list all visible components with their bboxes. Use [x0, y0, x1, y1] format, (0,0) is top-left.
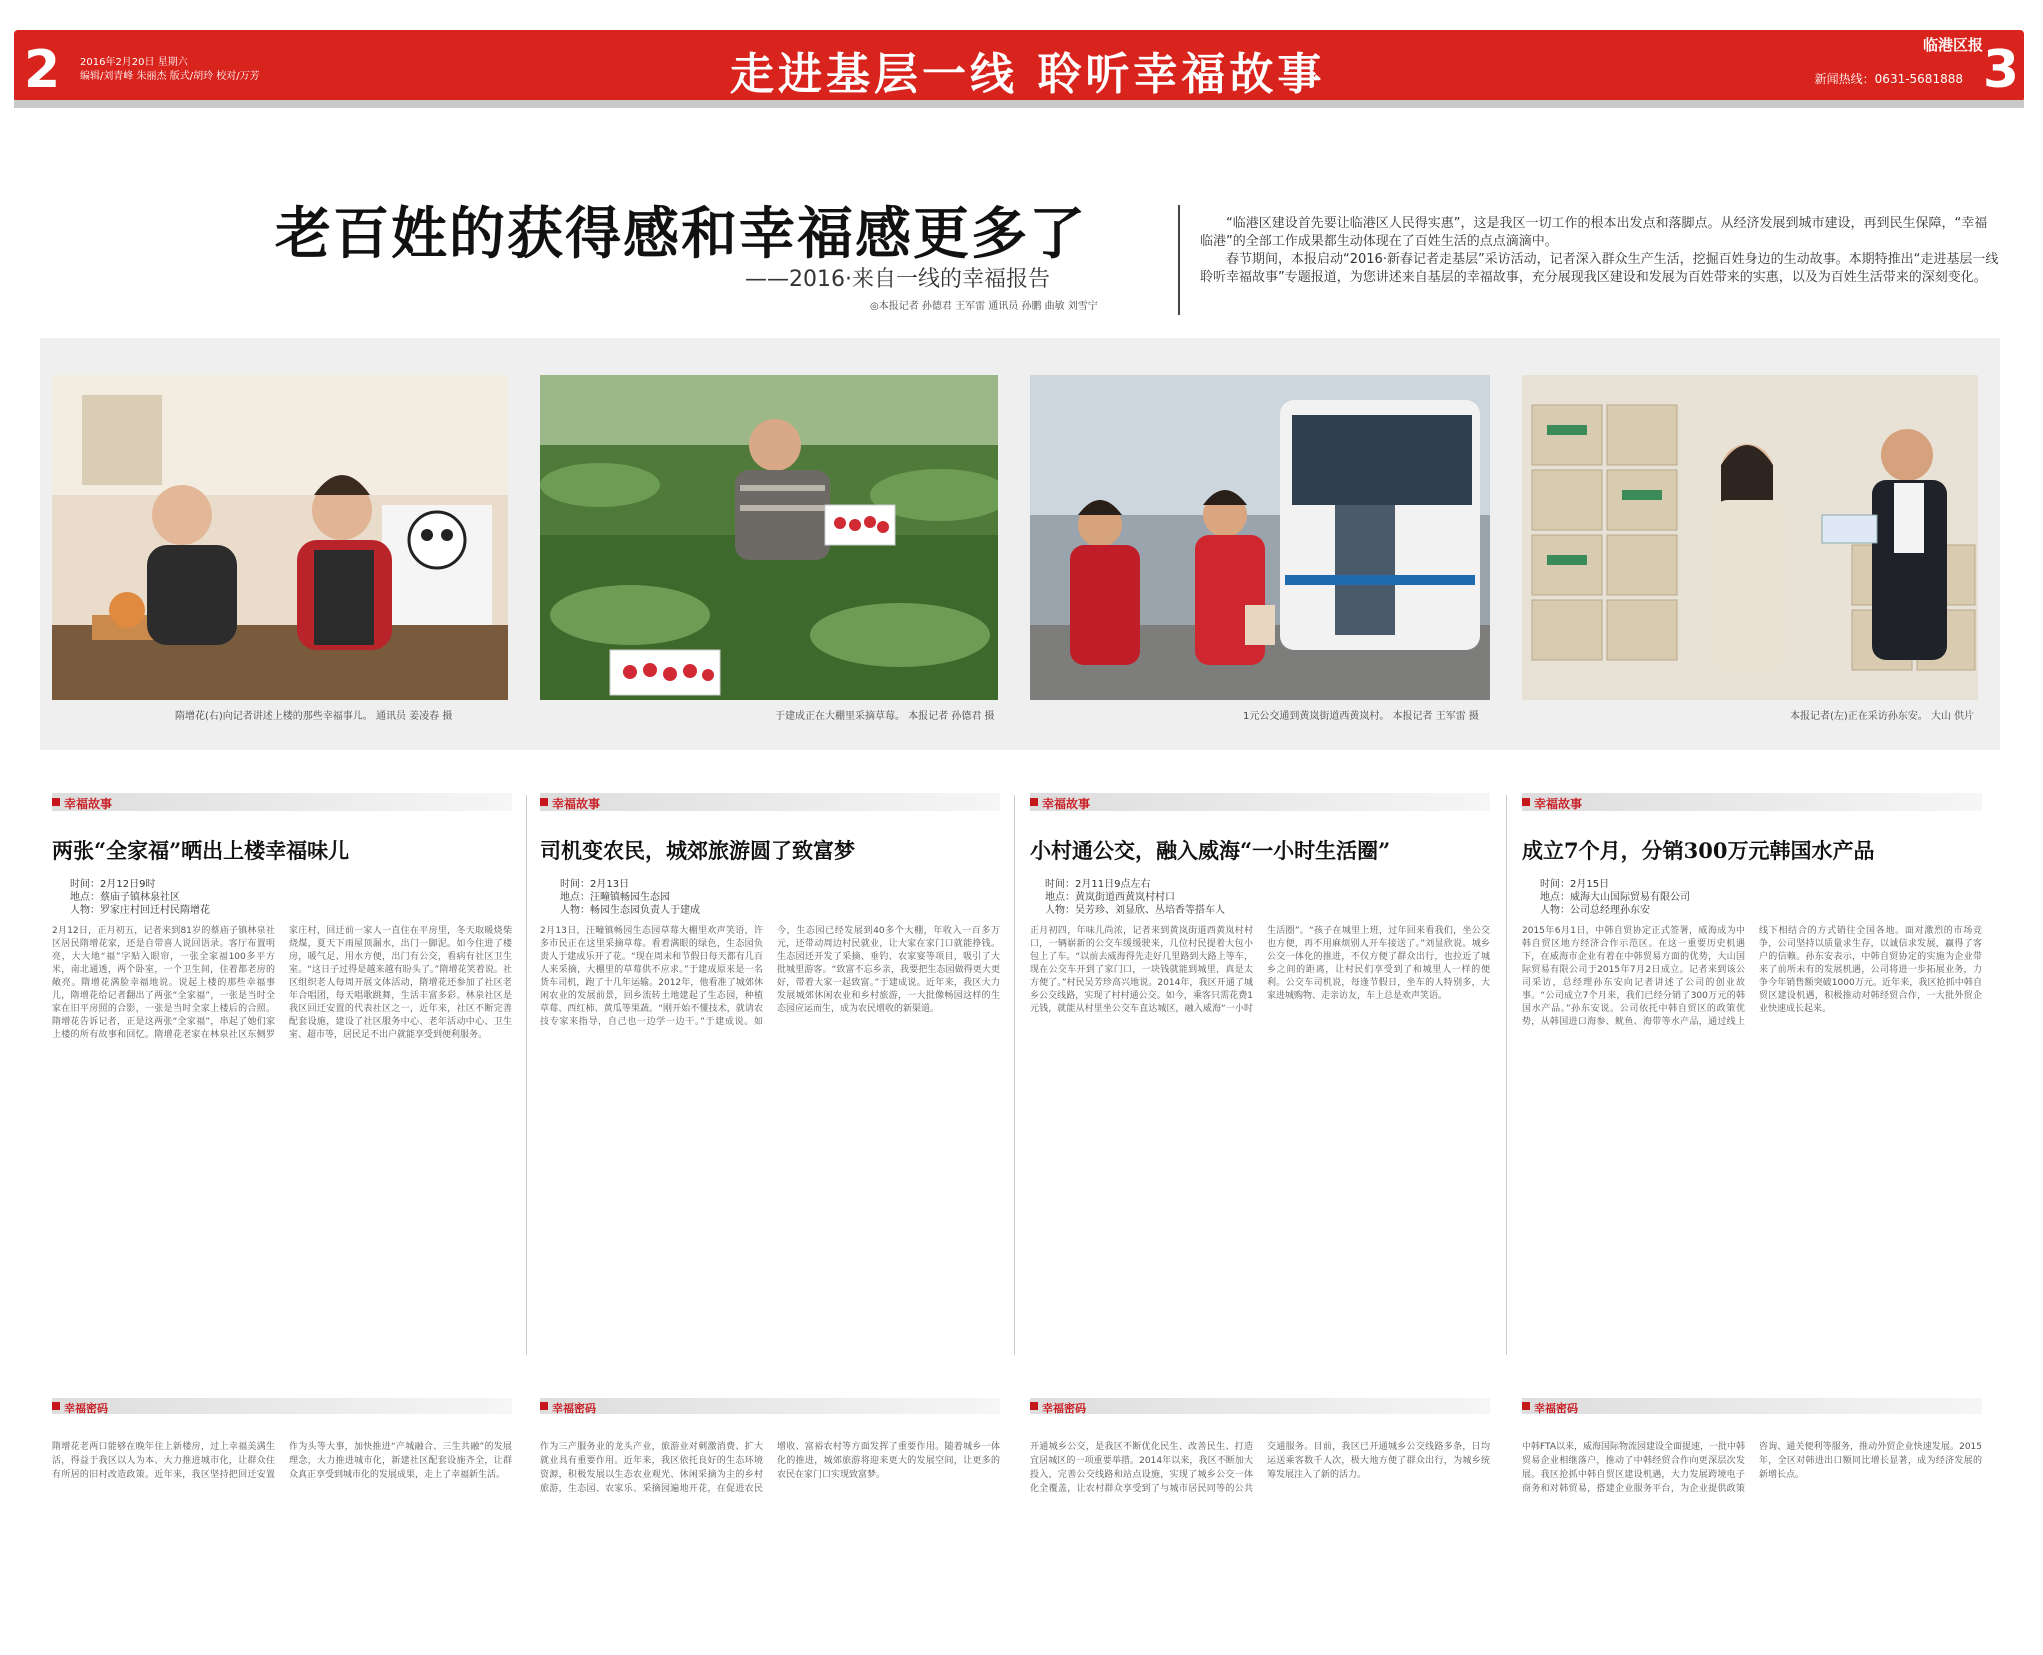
column-divider — [1506, 795, 1507, 1355]
issue-editors: 编辑/刘青峰 朱丽杰 版式/胡玲 校对/万芳 — [80, 71, 260, 82]
story-tag-bar — [52, 793, 512, 811]
secret-body: 作为三产服务业的龙头产业，旅游业对刺激消费、扩大就业具有重要作用。近年来，我区依托良好的生态环境资源，积极发展以生态农业观光、休闲采摘为主的乡村旅游，生态园、农家乐、采摘园遍地开花，在促进农民增收、富裕农村等方面发挥了重要作用。随着城乡一体化的推进，城郊旅游将迎来更大的发展空间，让更多的农民在家门口实现致富梦。 — [540, 1442, 1000, 1494]
story-meta — [1540, 878, 1690, 917]
story-place: 地点：黄岚街道西黄岚村村口 — [1045, 892, 1175, 903]
story-tag-marker — [540, 798, 548, 806]
story-tag-marker — [1522, 798, 1530, 806]
intro-divider — [1178, 205, 1180, 315]
story-tag: 幸福故事 — [552, 797, 601, 811]
story-place: 地点：蔡庙子镇林泉社区 — [70, 892, 180, 903]
story-title: 司机变农民，城郊旅游圆了致富梦 — [540, 838, 855, 863]
secret-tag: 幸福密码 — [552, 1402, 596, 1415]
story-body: 2015年6月1日，中韩自贸协定正式签署，威海成为中韩自贸区地方经济合作示范区。在这一重要历史机遇下，在威海市企业有着在中韩贸易方面的优势，大山国际贸易有限公司于2015年7月2日成立。记者来到该公司采访，总经理孙东安向记者讲述了公司的创业故事。“公司成立7个月来，我们已经分销了300万元的韩国水产品。”孙东安说。公司依托中韩自贸区的政策优势，从韩国进口海参、鱿鱼、海带等水产品，通过线上线下相结合的方式销往全国各地。面对激烈的市场竞争，公司坚持以质量求生存，以诚信求发展，赢得了客户的信赖。孙东安表示，中韩自贸协定的实施为企业带来了前所未有的发展机遇，公司将进一步拓展业务，力争今年销售额突破1000万元。近年来，我区抢抓中韩自贸区建设机遇，积极推动对韩经贸合作，一大批外贸企业快速成长起来。 — [1522, 926, 1982, 1027]
photo-caption-1: 隋增花(右)向记者讲述上楼的那些幸福事儿。 通讯员 姜凌春 摄 — [175, 711, 453, 722]
story-time: 时间：2月12日9时 — [70, 879, 156, 890]
story-time: 时间：2月13日 — [560, 879, 630, 890]
issue-meta — [80, 56, 260, 84]
story-tag: 幸福故事 — [64, 797, 113, 811]
news-hotline: 新闻热线：0631-5681888 — [1814, 72, 1963, 86]
story-people: 人物：吴芳珍、刘显欣、丛培香等搭车人 — [1045, 905, 1225, 916]
secret-body: 开通城乡公交，是我区不断优化民生、改善民生、打造宜居城区的一项重要举措。2014年以来，我区不断加大投入，完善公交线路和站点设施，实现了城乡公交一体化全覆盖，让农村群众享受到了与城市居民同等的公共交通服务。目前，我区已开通城乡公交线路多条，日均运送乘客数千人次，极大地方便了群众出行，为城乡统筹发展注入了新的活力。 — [1030, 1442, 1490, 1494]
story-meta — [70, 878, 210, 917]
column-divider — [526, 795, 527, 1355]
photo-caption-4: 本报记者(左)正在采访孙东安。 大山 供片 — [1790, 711, 1975, 722]
story-time: 时间：2月15日 — [1540, 879, 1610, 890]
story-tag-bar — [1522, 793, 1982, 811]
secret-tag-marker — [540, 1402, 548, 1410]
secret-tag-bar — [1522, 1398, 1982, 1414]
newspaper-logo: 临港区报 — [1922, 36, 1983, 54]
secret-tag-bar — [1030, 1398, 1490, 1414]
secret-tag-bar — [52, 1398, 512, 1414]
photo-caption-2: 于建成正在大棚里采摘草莓。 本报记者 孙德君 摄 — [775, 711, 995, 722]
story-title: 小村通公交，融入威海“一小时生活圈” — [1030, 838, 1391, 863]
secret-tag: 幸福密码 — [1534, 1402, 1578, 1415]
secret-tag-bar — [540, 1398, 1000, 1414]
feature-headline: 老百姓的获得感和幸福感更多了 — [275, 201, 1087, 267]
issue-date: 2016年2月20日 星期六 — [80, 57, 188, 68]
story-people: 人物：罗家庄村回迁村民隋增花 — [70, 905, 210, 916]
story-tag-bar — [1030, 793, 1490, 811]
secret-body: 隋增花老两口能够在晚年住上新楼房，过上幸福美满生活，得益于我区以人为本、大力推进城市化，让群众住有所居的旧村改造政策。近年来，我区坚持把回迁安置作为头等大事，加快推进“产城融合、三生共融”的发展理念，大力推进城市化，新建社区配套设施齐全，让群众真正享受到城市化的发展成果，走上了幸福新生活。 — [52, 1442, 512, 1480]
secret-tag: 幸福密码 — [1042, 1402, 1086, 1415]
photo-caption-3: 1元公交通到黄岚街道西黄岚村。 本报记者 王军雷 摄 — [1243, 711, 1479, 722]
story-meta — [1045, 878, 1225, 917]
story-meta — [560, 878, 700, 917]
intro-paragraph-2: 春节期间，本报启动“2016·新春记者走基层”采访活动，记者深入群众生产生活，挖掘百姓身边的生动故事。本期特推出“走进基层一线 聆听幸福故事”专题报道，为您讲述来自基层的幸福故事，充分展现我区建设和发展为百姓带来的实惠，以及为百姓生活带来的深刻变化。 — [1200, 252, 1999, 285]
secret-body: 中韩FTA以来，威海国际物流园建设全面提速，一批中韩贸易企业相继落户，推动了中韩经贸合作向更深层次发展。我区抢抓中韩自贸区建设机遇，大力发展跨境电子商务和对韩贸易，搭建企业服务平台，为企业提供政策咨询、通关便利等服务，推动外贸企业快速发展。2015年，全区对韩进出口额同比增长显著，成为经济发展的新增长点。 — [1522, 1442, 1982, 1494]
secret-tag-marker — [1522, 1402, 1530, 1410]
feature-subhead: ——2016·来自一线的幸福报告 — [745, 267, 1050, 292]
photo-strawberry-greenhouse — [540, 375, 998, 700]
story-tag-marker — [52, 798, 60, 806]
story-title: 成立7个月，分销300万元韩国水产品 — [1522, 838, 1875, 863]
secret-tag-marker — [1030, 1402, 1038, 1410]
column-divider — [1014, 795, 1015, 1355]
secret-tag-marker — [52, 1402, 60, 1410]
feature-intro — [1200, 215, 2000, 287]
story-people: 人物：畅园生态园负责人于建成 — [560, 905, 700, 916]
story-tag: 幸福故事 — [1534, 797, 1583, 811]
section-title: 走进基层一线 聆听幸福故事 — [730, 49, 1326, 100]
secret-tag: 幸福密码 — [64, 1402, 108, 1415]
story-body: 2月12日，正月初五，记者来到81岁的蔡庙子镇林泉社区居民隋增花家，还是自带喜人说回语录。客厅布置明亮，大大地“福”字贴入眼帘，一张全家福100多平方米，南北通透，两个卧室，一个卫生间，住着都老房的敞亮。隋增花满脸幸福地说。说起上楼的那些幸福事儿，隋增花给记者翻出了两张“全家福”，一张是当时全家在旧平房照的合影，一张是当时全家上楼后的合照。隋增花告诉记者，正是这两张“全家福”，串起了她们家上楼的所有故事和回忆。隋增花老家在林泉社区东侧罗家庄村，回迁前一家人一直住在平房里，冬天取暖烧柴烧煤，夏天下雨屋顶漏水，出门一脚泥。如今住进了楼房，暖气足、用水方便，出门有公交，看病有社区卫生室。“这日子过得是越来越有盼头了。”隋增花笑着说。社区组织老人每周开展文体活动，隋增花还参加了社区老年合唱团，每天唱歌跳舞，生活丰富多彩。林泉社区是我区回迁安置的代表社区之一，近年来，社区不断完善配套设施，建设了社区服务中心、老年活动中心、卫生室、超市等，居民足不出户就能享受到便利服务。 — [52, 926, 512, 1040]
page-number-right: 3 — [1982, 40, 2019, 100]
intro-paragraph-1: “临港区建设首先要让临港区人民得实惠”，这是我区一切工作的根本出发点和落脚点。从经济发展到城市建设，再到民生保障，“幸福临港”的全部工作成果都生动体现在了百姓生活的点点滴滴中。 — [1200, 216, 1988, 249]
story-people: 人物：公司总经理孙东安 — [1540, 905, 1650, 916]
story-tag-bar — [540, 793, 1000, 811]
story-tag: 幸福故事 — [1042, 797, 1091, 811]
story-body: 正月初四，年味儿尚浓，记者来到黄岚街道西黄岚村村口，一辆崭新的公交车缓缓驶来，几位村民提着大包小包上了车。“以前去威海得先走好几里路到大路上等车，现在公交车开到了家门口，一块钱就能到城里，真是太方便了。”村民吴芳珍高兴地说。2014年，我区开通了城乡公交线路，实现了村村通公交。如今，乘客只需花费1元钱，就能从村里坐公交车直达城区，融入威海“一小时生活圈”。“孩子在城里上班，过年回来看我们，坐公交也方便，再不用麻烦别人开车接送了。”刘显欣说。城乡公交一体化的推进，不仅方便了群众出行，也拉近了城乡之间的距离，让村民们享受到了和城里人一样的便利。公交车司机说，每逢节假日，坐车的人特别多，大家进城购物、走亲访友，车上总是欢声笑语。 — [1030, 926, 1490, 1014]
story-place: 地点：威海大山国际贸易有限公司 — [1540, 892, 1690, 903]
feature-byline: ◎本报记者 孙德君 王军雷 通讯员 孙鹏 曲敏 刘雪宁 — [870, 301, 1098, 312]
story-place: 地点：汪疃镇畅园生态园 — [560, 892, 670, 903]
story-time: 时间：2月11日9点左右 — [1045, 879, 1151, 890]
story-body: 2月13日，汪疃镇畅园生态园草莓大棚里欢声笑语，许多市民正在这里采摘草莓。看着满眼的绿色，生态园负责人于建成乐开了花。“现在周末和节假日每天都有几百人来采摘，大棚里的草莓供不应求。”于建成原来是一名货车司机，跑了十几年运输。2012年，他看准了城郊休闲农业的发展前景，回乡流转土地建起了生态园，种植草莓、西红柿、黄瓜等果蔬。“刚开始不懂技术，就请农技专家来指导，自己也一边学一边干。”于建成说。如今，生态园已经发展到40多个大棚，年收入一百多万元，还带动周边村民就业，让大家在家门口就能挣钱。生态园还开发了采摘、垂钓、农家宴等项目，吸引了大批城里游客。“致富不忘乡亲，我要把生态园做得更大更好，带着大家一起致富。”于建成说。近年来，我区大力发展城郊休闲农业和乡村旅游，一大批像畅园这样的生态园应运而生，成为农民增收的新渠道。 — [540, 926, 1000, 1027]
page-number-left: 2 — [24, 40, 61, 100]
photo-home-interview — [52, 375, 508, 700]
story-title: 两张“全家福”晒出上楼幸福味儿 — [52, 838, 350, 863]
story-tag-marker — [1030, 798, 1038, 806]
photo-village-bus — [1030, 375, 1490, 700]
photo-shop-interview — [1522, 375, 1978, 700]
